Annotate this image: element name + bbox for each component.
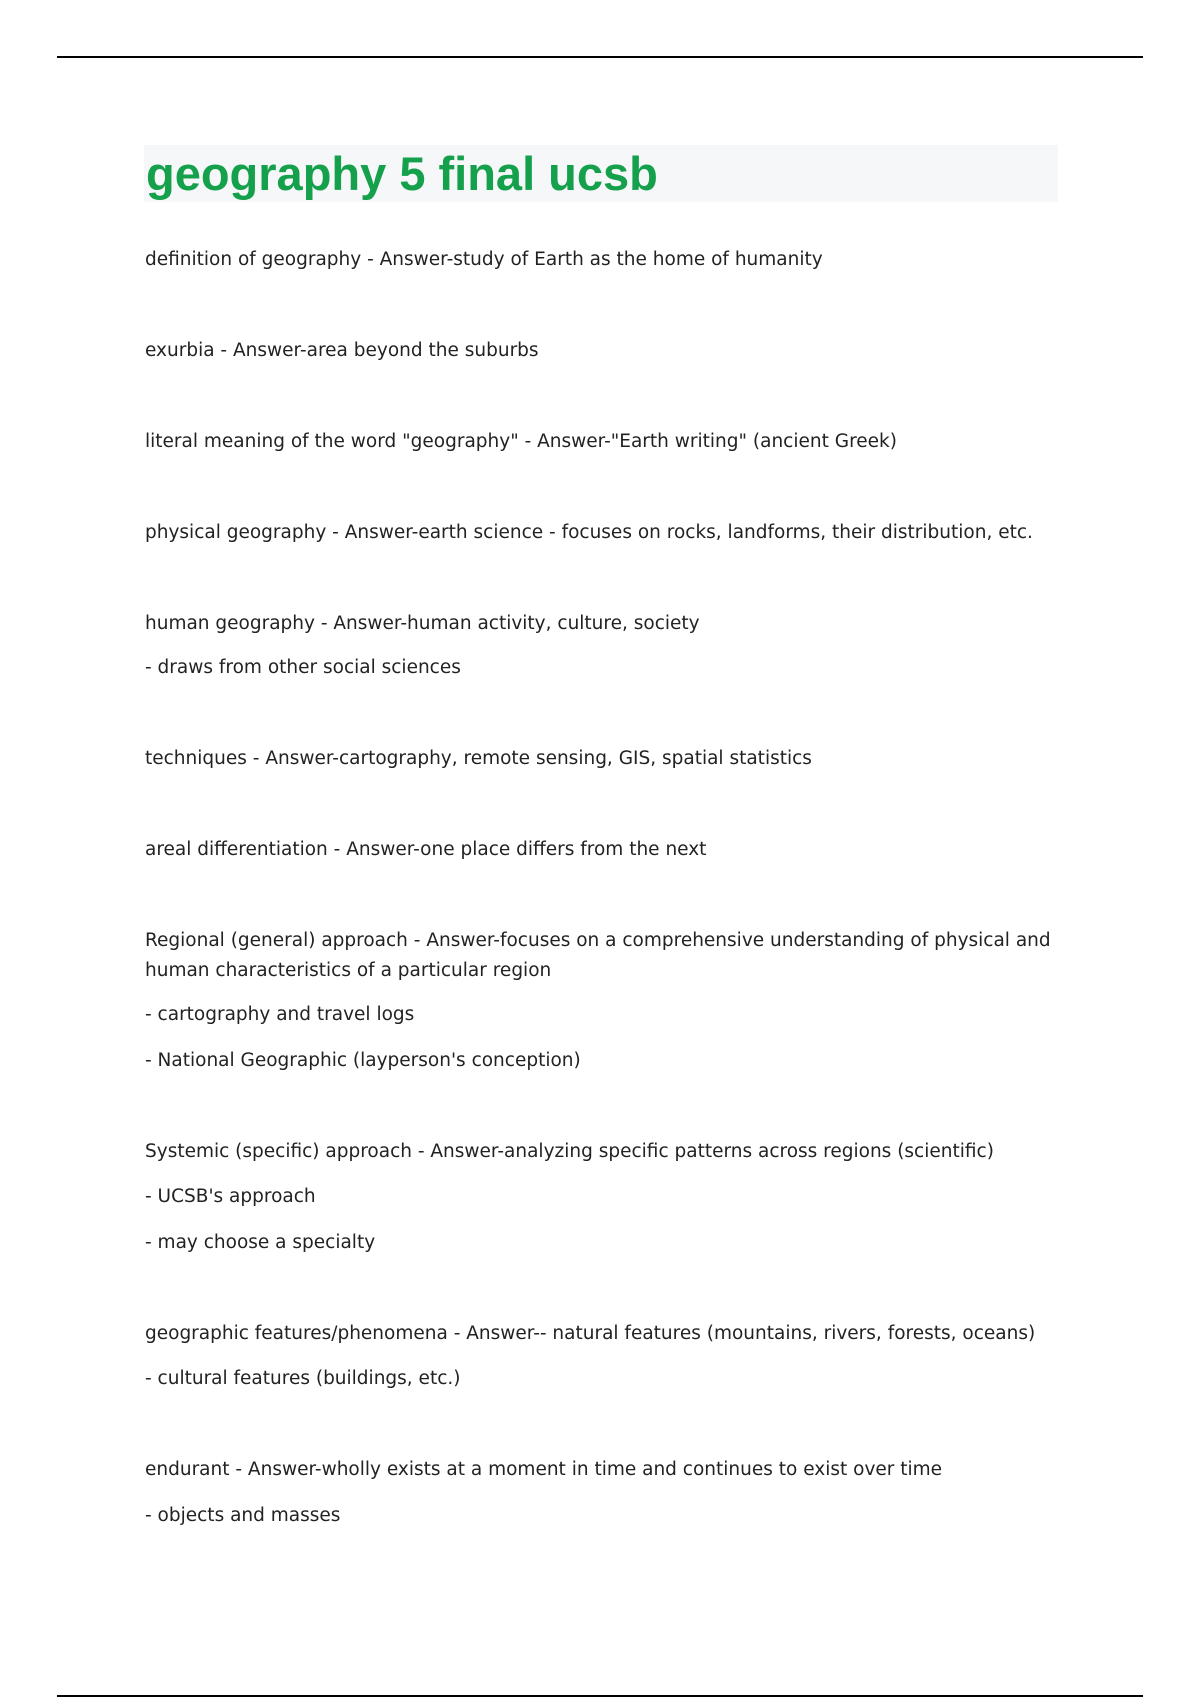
- entry-systemic-approach: Systemic (specific) approach - Answer-analyzing specific patterns across regions (scientific): [145, 1141, 994, 1162]
- entry-techniques: techniques - Answer-cartography, remote sensing, GIS, spatial statistics: [145, 748, 812, 769]
- entry-areal-differentiation: areal differentiation - Answer-one place differs from the next: [145, 839, 707, 860]
- entry-literal-meaning: literal meaning of the word "geography" - Answer-"Earth writing" (ancient Greek): [145, 431, 897, 452]
- entry-physical-geography: physical geography - Answer-earth science - focuses on rocks, landforms, their distribution, etc.: [145, 522, 1033, 543]
- document-title: geography 5 final ucsb: [146, 147, 658, 200]
- entry-geographic-features-note: - cultural features (buildings, etc.): [145, 1368, 461, 1389]
- entry-human-geography: human geography - Answer-human activity, culture, society: [145, 613, 700, 634]
- entry-systemic-approach-note: - may choose a specialty: [145, 1232, 376, 1253]
- entry-regional-approach: Regional (general) approach - Answer-focuses on a comprehensive understanding of physical and: [145, 930, 1051, 951]
- entry-endurant-note: - objects and masses: [145, 1505, 341, 1526]
- entry-regional-approach-note: - National Geographic (layperson's conception): [145, 1050, 581, 1071]
- entry-geographic-features: geographic features/phenomena - Answer-- natural features (mountains, rivers, forests, oceans): [145, 1323, 1036, 1344]
- entry-human-geography-note: - draws from other social sciences: [145, 657, 461, 678]
- entry-regional-approach-note: - cartography and travel logs: [145, 1004, 415, 1025]
- entry-systemic-approach-note: - UCSB's approach: [145, 1186, 316, 1207]
- entry-definition-of-geography: definition of geography - Answer-study of Earth as the home of humanity: [145, 249, 823, 270]
- entry-regional-approach-continued: human characteristics of a particular region: [145, 960, 552, 981]
- entry-endurant: endurant - Answer-wholly exists at a moment in time and continues to exist over time: [145, 1459, 943, 1480]
- entry-exurbia: exurbia - Answer-area beyond the suburbs: [145, 340, 539, 361]
- footer-rule: [57, 1695, 1143, 1697]
- header-rule: [57, 56, 1143, 58]
